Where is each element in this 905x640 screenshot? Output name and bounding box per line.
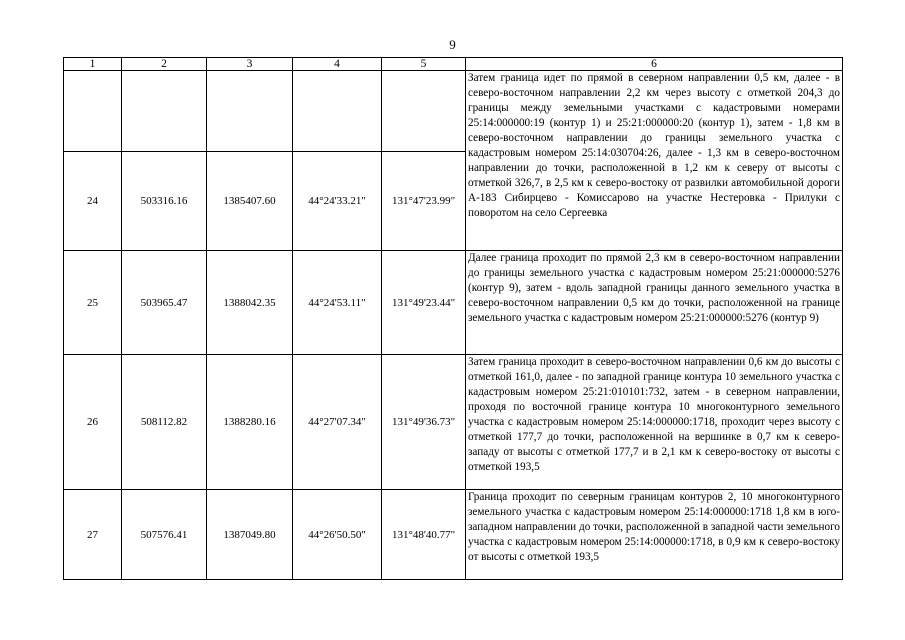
boundary-description: Граница проходит по северным границам контуров 2, 10 многоконтурного земельного участка с кадастровым номером 25:14:000000:1718 1,8 км в юго-западном направлении до точки, расположенной в западной части земельного участка с кадастровым номером 25:14:000000:1718, в 0,9 км к северо-востоку от высоты с отметкой 193,5 <box>466 490 843 580</box>
coord-x: 503316.16 <box>122 152 207 251</box>
column-header: 1 <box>64 58 122 71</box>
longitude <box>382 71 466 152</box>
coordinates-table <box>63 57 843 580</box>
longitude: 131°48'40.77" <box>382 490 466 580</box>
table-row <box>64 71 843 152</box>
column-header: 5 <box>382 58 466 71</box>
coord-y: 1385407.60 <box>207 152 293 251</box>
column-header: 2 <box>122 58 207 71</box>
latitude: 44°24'53.11" <box>293 251 382 355</box>
point-number: 26 <box>64 355 122 490</box>
coord-x: 507576.41 <box>122 490 207 580</box>
table-row <box>64 355 843 490</box>
coord-y: 1388280.16 <box>207 355 293 490</box>
point-number: 27 <box>64 490 122 580</box>
longitude: 131°47'23.99" <box>382 152 466 251</box>
latitude <box>293 71 382 152</box>
column-header: 4 <box>293 58 382 71</box>
point-number: 25 <box>64 251 122 355</box>
longitude: 131°49'23.44" <box>382 251 466 355</box>
latitude: 44°27'07.34" <box>293 355 382 490</box>
boundary-description: Затем граница проходит в северо-восточном направлении 0,6 км до высоты с отметкой 161,0, далее - по западной границе контура 10 земельного участка с кадастровым номером 25:21:010101:732, затем - в северном направлении, проходя по восточной границе контура 10 многоконтурного земельного участка с кадастровым номером 25:14:000000:1718, проходит через высоту с отметкой 177,7 до точки, расположенной на вершинке в 0,7 км к северо-западу от высоты с отметкой 177,7 и в 2,1 км к северо-востоку от высоты с отметкой 193,5 <box>466 355 843 490</box>
boundary-description: Затем граница идет по прямой в северном направлении 0,5 км, далее - в северо-восточном направлении 2,2 км через высоту с отметкой 204,3 до границы между земельными участками с кадастровыми номерами 25:14:000000:19 (контур 1) и 25:21:000000:20 (контур 1), затем - 1,8 км в северо-восточном направлении до границы земельного участка с кадастровым номером 25:14:030704:26, далее - 1,3 км в северо-восточном направлении до точки, расположенной в 1,2 км к северу от высоты с отметкой 326,7, в 2,5 км к северо-востоку от развилки автомобильной дороги А-183 Сибирцево - Комиссарово на участке Нестеровка - Прилуки с поворотом на село Сергеевка <box>466 71 843 251</box>
latitude: 44°26'50.50" <box>293 490 382 580</box>
coord-x: 508112.82 <box>122 355 207 490</box>
coord-x <box>122 71 207 152</box>
point-number <box>64 71 122 152</box>
coord-y <box>207 71 293 152</box>
longitude: 131°49'36.73" <box>382 355 466 490</box>
latitude: 44°24'33.21" <box>293 152 382 251</box>
boundary-description: Далее граница проходит по прямой 2,3 км в северо-восточном направлении до границы земельного участка с кадастровым номером 25:21:000000:5276 (контур 9), затем - вдоль западной границы данного земельного участка в северо-восточном направлении 0,5 км до точки, расположенной на границе земельного участка с кадастровым номером 25:21:000000:5276 (контур 9) <box>466 251 843 355</box>
coord-y: 1388042.35 <box>207 251 293 355</box>
header-row <box>64 58 843 71</box>
table-row <box>64 490 843 580</box>
column-header: 6 <box>466 58 843 71</box>
column-header: 3 <box>207 58 293 71</box>
point-number: 24 <box>64 152 122 251</box>
coord-y: 1387049.80 <box>207 490 293 580</box>
coord-x: 503965.47 <box>122 251 207 355</box>
page-number: 9 <box>449 37 456 52</box>
table-row <box>64 251 843 355</box>
